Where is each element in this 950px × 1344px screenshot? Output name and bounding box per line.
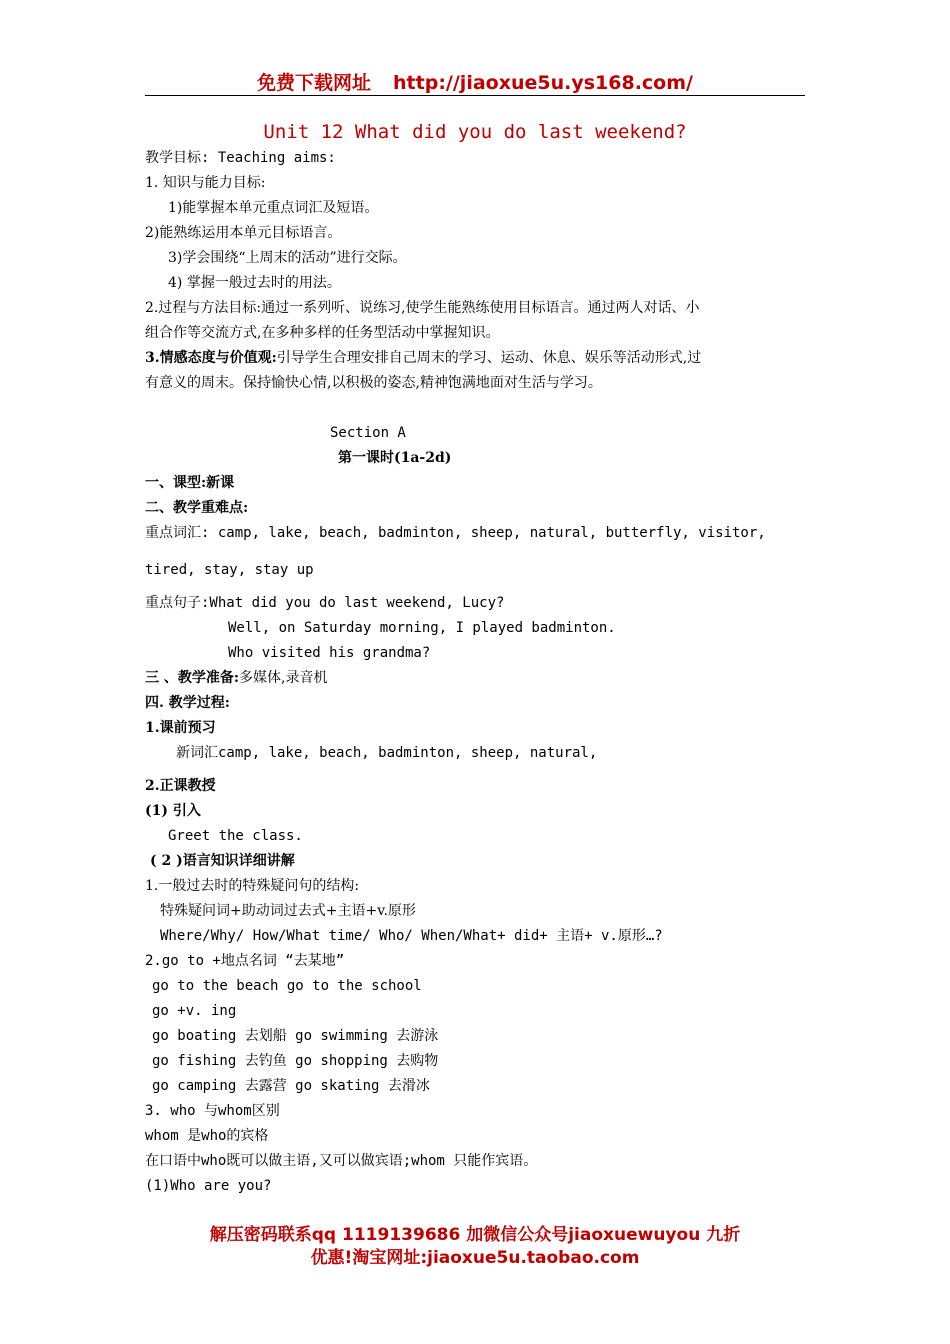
content-line: 2.go to +地点名词 “去某地” bbox=[145, 953, 345, 969]
header-url[interactable]: http://jiaoxue5u.ys168.com/ bbox=[393, 72, 693, 94]
aims-line: 1)能掌握本单元重点词汇及短语。 bbox=[168, 200, 379, 216]
vocab-line: 重点词汇: camp, lake, beach, badminton, sheep, natural, butterfly, visitor, bbox=[145, 525, 766, 541]
lesson-number: 第一课时(1a-2d) bbox=[338, 450, 452, 466]
detail-heading: ( 2 )语言知识详细讲解 bbox=[150, 853, 295, 869]
header-label: 免费下载网址 bbox=[257, 72, 372, 94]
prep-text: 多媒体,录音机 bbox=[239, 670, 328, 686]
content-line: go boating 去划船 go swimming 去游泳 bbox=[152, 1028, 439, 1044]
content-line: go fishing 去钓鱼 go shopping 去购物 bbox=[152, 1053, 439, 1069]
preview-words: 新词汇camp, lake, beach, badminton, sheep, natural, bbox=[176, 745, 598, 761]
content-line: whom 是who的宾格 bbox=[145, 1128, 269, 1144]
aims-bold-label: 3.情感态度与价值观: bbox=[145, 350, 277, 366]
aims-line: 组合作等交流方式,在多种多样的任务型活动中掌握知识。 bbox=[145, 325, 500, 341]
footer-line: 解压密码联系qq 1119139686 加微信公众号jiaoxuewuyou 九折 bbox=[209, 1225, 741, 1245]
preview-heading: 1.课前预习 bbox=[145, 720, 216, 736]
aims-text: 引导学生合理安排自己周末的学习、运动、休息、娱乐等活动形式,过 bbox=[276, 350, 702, 366]
aims-line: 2)能熟练运用本单元目标语言。 bbox=[145, 225, 342, 241]
prep-line bbox=[145, 669, 328, 687]
content-line: Where/Why/ How/What time/ Who/ When/What+ did+ 主语+ v.原形…? bbox=[160, 928, 663, 944]
unit-title: Unit 12 What did you do last weekend? bbox=[263, 121, 687, 143]
download-header[interactable] bbox=[145, 68, 805, 95]
footer-line[interactable]: 优惠!淘宝网址:jiaoxue5u.taobao.com bbox=[310, 1248, 640, 1268]
aims-line: 2.过程与方法目标:通过一系列听、说练习,使学生能熟练使用目标语言。通过两人对话、小 bbox=[145, 300, 700, 316]
difficulty-heading: 二、教学重难点: bbox=[145, 500, 249, 516]
sentence-line: 重点句子:What did you do last weekend, Lucy? bbox=[145, 595, 505, 611]
aims-line: 有意义的周末。保持愉快心情,以积极的姿态,精神饱满地面对生活与学习。 bbox=[145, 375, 602, 391]
sentence-line: Who visited his grandma? bbox=[228, 645, 431, 661]
process-heading: 四. 教学过程: bbox=[145, 695, 230, 711]
teach-heading: 2.正课教授 bbox=[145, 778, 216, 794]
aims-heading: 教学目标: Teaching aims: bbox=[145, 150, 336, 166]
content-line: 1.一般过去时的特殊疑问句的结构: bbox=[145, 878, 360, 894]
content-line: 特殊疑问词+助动词过去式+主语+v.原形 bbox=[160, 903, 416, 919]
content-line: 在口语中who既可以做主语,又可以做宾语;whom 只能作宾语。 bbox=[145, 1153, 538, 1169]
prep-label: 三 、教学准备: bbox=[145, 670, 240, 686]
lesson-type: 一、课型:新课 bbox=[145, 475, 235, 491]
greet-line: Greet the class. bbox=[168, 828, 303, 844]
content-line: go camping 去露营 go skating 去滑冰 bbox=[152, 1078, 430, 1094]
header-rule bbox=[145, 95, 805, 96]
content-line: go to the beach go to the school bbox=[152, 978, 422, 994]
content-line: 3. who 与whom区别 bbox=[145, 1103, 280, 1119]
sentence-line: Well, on Saturday morning, I played badminton. bbox=[228, 620, 616, 636]
intro-heading: (1) 引入 bbox=[145, 803, 201, 819]
content-line: (1)Who are you? bbox=[145, 1178, 272, 1194]
aims-line: 3)学会围绕“上周末的活动”进行交际。 bbox=[168, 250, 407, 266]
vocab-line: tired, stay, stay up bbox=[145, 562, 314, 578]
aims-line: 4) 掌握一般过去时的用法。 bbox=[168, 275, 341, 291]
aims-line bbox=[145, 349, 701, 367]
section-name: Section A bbox=[330, 425, 406, 441]
aims-line: 1. 知识与能力目标: bbox=[145, 175, 266, 191]
content-line: go +v. ing bbox=[152, 1003, 237, 1019]
